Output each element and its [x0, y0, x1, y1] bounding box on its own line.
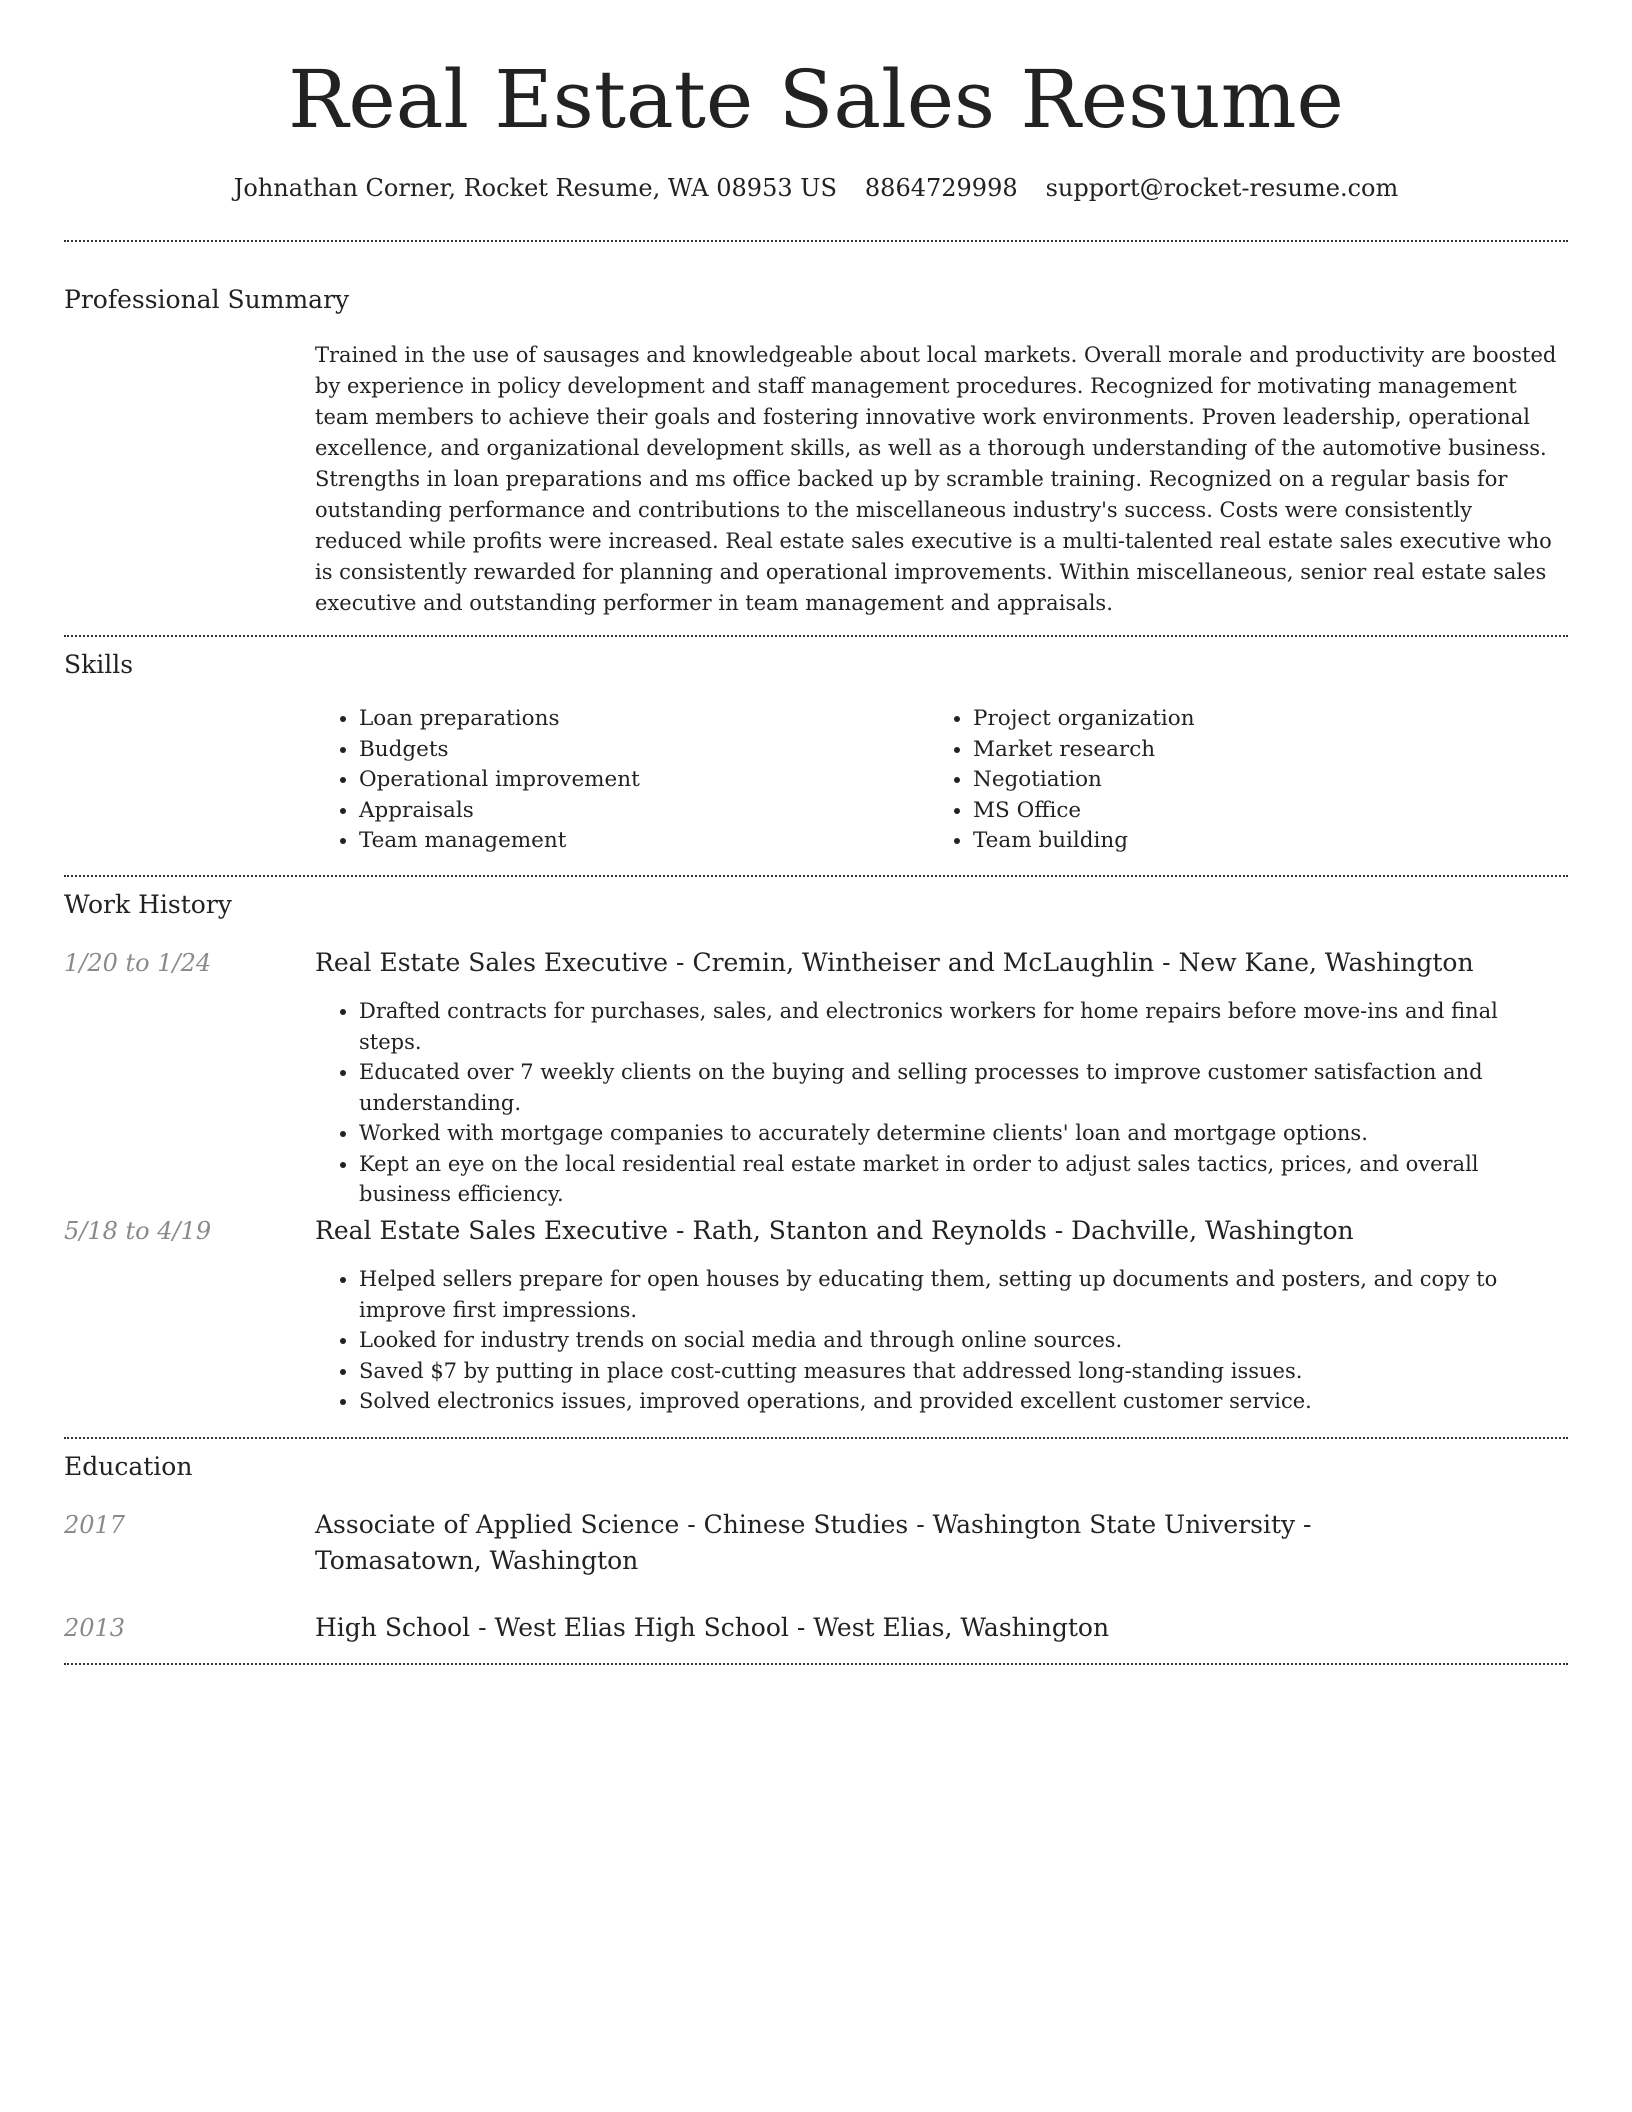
job-bullets — [315, 1264, 1560, 1417]
contact-email: support@rocket-resume.com — [1045, 174, 1399, 202]
education-year: 2013 — [64, 1614, 126, 1642]
education-location: Tomasatown, Washington — [315, 1546, 639, 1575]
separator: - — [1154, 948, 1179, 977]
skill-item: • Appraisals — [359, 796, 959, 827]
skill-item: • MS Office — [973, 796, 1573, 827]
education-title-line — [315, 1610, 1485, 1646]
separator: - — [679, 1510, 704, 1539]
job-title: Real Estate Sales Executive — [315, 948, 669, 977]
job-location: New Kane, Washington — [1178, 948, 1474, 977]
skill-item: • Team building — [973, 826, 1573, 857]
job-bullet: • Drafted contracts for purchases, sales, and electronics workers for home repairs before move-ins and final steps. — [359, 996, 1560, 1057]
job-bullet: • Saved $7 by putting in place cost-cutting measures that addressed long-standing issues. — [359, 1356, 1560, 1387]
education-heading: Education — [64, 1452, 193, 1481]
job-bullet: • Solved electronics issues, improved operations, and provided excellent customer service. — [359, 1386, 1560, 1417]
skills-heading: Skills — [64, 650, 134, 679]
summary-heading: Professional Summary — [64, 285, 350, 314]
separator: - — [668, 1216, 693, 1245]
skill-item: • Loan preparations — [359, 704, 959, 735]
separator: - — [788, 1613, 814, 1642]
education-field: Chinese Studies — [703, 1510, 909, 1539]
job-bullet: • Looked for industry trends on social media and through online sources. — [359, 1325, 1560, 1356]
job-dates: 1/20 to 1/24 — [64, 949, 212, 977]
education-year: 2017 — [64, 1511, 126, 1539]
education-degree: Associate of Applied Science — [315, 1510, 680, 1539]
skill-item: • Team management — [359, 826, 959, 857]
summary-text: Trained in the use of sausages and knowledgeable about local markets. Overall morale and productivity are boosted by experience in policy development and staff management procedures. Recognized for motivating management team members to achieve their goals and fostering innovative work environments. Proven leadership, operational excellence, and organizational development skills, as well as a thorough understanding of the automotive business. Strengths in loan preparations and ms office backed up by scramble training. Recognized on a regular basis for outstanding performance and contributions to the miscellaneous industry's success. Costs were consistently reduced while profits were increased. Real estate sales executive is a multi-talented real estate sales executive who is consistently rewarded for planning and operational improvements. Within miscellaneous, senior real estate sales executive and outstanding performer in team management and appraisals. — [315, 343, 1557, 615]
work-divider — [64, 1437, 1568, 1439]
education-title-line — [315, 1507, 1485, 1579]
separator: - — [668, 948, 693, 977]
job-bullet: • Educated over 7 weekly clients on the buying and selling processes to improve customer satisfaction and understanding. — [359, 1057, 1560, 1118]
skill-item: • Operational improvement — [359, 765, 959, 796]
job-title-line — [315, 945, 1485, 981]
separator: - — [908, 1510, 933, 1539]
skills-list-right — [929, 704, 1573, 857]
skill-item: • Negotiation — [973, 765, 1573, 796]
skills-list-left — [315, 704, 959, 857]
education-school: West Elias High School — [494, 1613, 789, 1642]
job-bullet: • Worked with mortgage companies to accurately determine clients' loan and mortgage options. — [359, 1118, 1560, 1149]
job-title-line — [315, 1213, 1485, 1249]
work-heading: Work History — [64, 890, 232, 919]
separator: - — [1046, 1216, 1072, 1245]
separator: - — [1295, 1510, 1312, 1539]
contact-address: Johnathan Corner, Rocket Resume, WA 08953 US — [233, 174, 837, 202]
job-company: Rath, Stanton and Reynolds — [692, 1216, 1047, 1245]
education-divider — [64, 1663, 1568, 1665]
skill-item: • Market research — [973, 735, 1573, 766]
contact-phone: 8864729998 — [864, 174, 1018, 202]
job-location: Dachville, Washington — [1071, 1216, 1354, 1245]
job-dates: 5/18 to 4/19 — [64, 1217, 212, 1245]
skill-item: • Project organization — [973, 704, 1573, 735]
separator: - — [470, 1613, 495, 1642]
job-bullet: • Helped sellers prepare for open houses by educating them, setting up documents and posters, and copy to improve first impressions. — [359, 1264, 1560, 1325]
education-degree: High School — [315, 1613, 471, 1642]
header-divider — [64, 240, 1568, 242]
job-bullet: • Kept an eye on the local residential real estate market in order to adjust sales tactics, prices, and overall business efficiency. — [359, 1149, 1560, 1210]
education-location: West Elias, Washington — [813, 1613, 1110, 1642]
resume-title: Real Estate Sales Resume — [288, 53, 1344, 146]
skills-divider — [64, 875, 1568, 877]
contact-line — [0, 170, 1632, 206]
job-bullets — [315, 996, 1560, 1210]
job-title: Real Estate Sales Executive — [315, 1216, 669, 1245]
skill-item: • Budgets — [359, 735, 959, 766]
summary-divider — [64, 635, 1568, 637]
education-school: Washington State University — [932, 1510, 1296, 1539]
job-company: Cremin, Wintheiser and McLaughlin — [692, 948, 1155, 977]
